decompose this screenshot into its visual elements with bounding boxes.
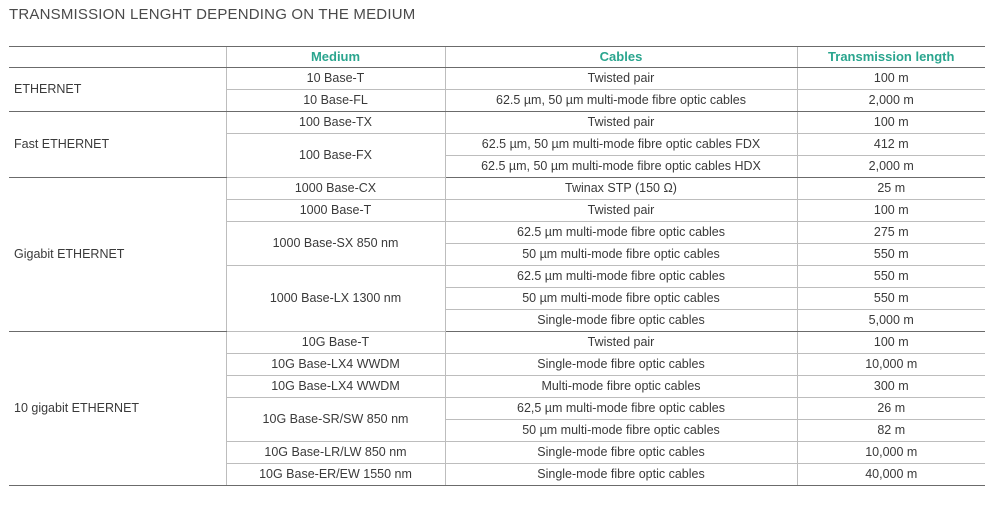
length-cell: 412 m (797, 134, 985, 156)
cable-cell: Twinax STP (150 Ω) (445, 178, 797, 200)
length-cell: 10,000 m (797, 354, 985, 376)
table-body (9, 68, 985, 486)
cable-cell: Twisted pair (445, 200, 797, 222)
transmission-table (9, 46, 985, 486)
cable-cell: Twisted pair (445, 332, 797, 354)
length-cell: 2,000 m (797, 156, 985, 178)
medium-cell: 10G Base-LX4 WWDM (226, 376, 445, 398)
length-cell: 100 m (797, 200, 985, 222)
cable-cell: Single-mode fibre optic cables (445, 442, 797, 464)
cable-cell: 62,5 µm multi-mode fibre optic cables (445, 398, 797, 420)
length-cell: 550 m (797, 288, 985, 310)
cables-header: Cables (445, 47, 797, 68)
cable-cell: 50 µm multi-mode fibre optic cables (445, 244, 797, 266)
cable-cell: Single-mode fibre optic cables (445, 310, 797, 332)
group-header (9, 47, 226, 68)
cable-cell: 62.5 µm multi-mode fibre optic cables (445, 222, 797, 244)
table-row (9, 332, 985, 354)
medium-cell: 100 Base-FX (226, 134, 445, 178)
length-cell: 275 m (797, 222, 985, 244)
length-cell: 100 m (797, 112, 985, 134)
cable-cell: 62.5 µm, 50 µm multi-mode fibre optic cables FDX (445, 134, 797, 156)
medium-cell: 10 Base-T (226, 68, 445, 90)
length-cell: 26 m (797, 398, 985, 420)
table-row (9, 178, 985, 200)
medium-cell: 10G Base-SR/SW 850 nm (226, 398, 445, 442)
cable-cell: 50 µm multi-mode fibre optic cables (445, 288, 797, 310)
medium-cell: 10G Base-T (226, 332, 445, 354)
length-cell: 2,000 m (797, 90, 985, 112)
group-name-cell: 10 gigabit ETHERNET (9, 332, 226, 486)
cable-cell: 62.5 µm, 50 µm multi-mode fibre optic cables HDX (445, 156, 797, 178)
medium-cell: 1000 Base-SX 850 nm (226, 222, 445, 266)
cable-cell: Twisted pair (445, 112, 797, 134)
length-cell: 10,000 m (797, 442, 985, 464)
medium-cell: 10G Base-ER/EW 1550 nm (226, 464, 445, 486)
length-header: Transmission length (797, 47, 985, 68)
medium-header: Medium (226, 47, 445, 68)
header-row (9, 47, 985, 68)
length-cell: 550 m (797, 244, 985, 266)
table-row (9, 68, 985, 90)
medium-cell: 10G Base-LX4 WWDM (226, 354, 445, 376)
length-cell: 300 m (797, 376, 985, 398)
medium-cell: 1000 Base-LX 1300 nm (226, 266, 445, 332)
medium-cell: 1000 Base-CX (226, 178, 445, 200)
transmission-table-container (9, 46, 985, 486)
medium-cell: 10 Base-FL (226, 90, 445, 112)
cable-cell: 62.5 µm, 50 µm multi-mode fibre optic cables (445, 90, 797, 112)
cable-cell: 50 µm multi-mode fibre optic cables (445, 420, 797, 442)
table-row (9, 112, 985, 134)
cable-cell: Single-mode fibre optic cables (445, 464, 797, 486)
length-cell: 5,000 m (797, 310, 985, 332)
cable-cell: Multi-mode fibre optic cables (445, 376, 797, 398)
medium-cell: 10G Base-LR/LW 850 nm (226, 442, 445, 464)
cable-cell: Single-mode fibre optic cables (445, 354, 797, 376)
length-cell: 100 m (797, 68, 985, 90)
medium-cell: 1000 Base-T (226, 200, 445, 222)
length-cell: 82 m (797, 420, 985, 442)
length-cell: 550 m (797, 266, 985, 288)
group-name-cell: ETHERNET (9, 68, 226, 112)
length-cell: 25 m (797, 178, 985, 200)
length-cell: 40,000 m (797, 464, 985, 486)
group-name-cell: Fast ETHERNET (9, 112, 226, 178)
group-name-cell: Gigabit ETHERNET (9, 178, 226, 332)
page-title: TRANSMISSION LENGHT DEPENDING ON THE MEDIUM (9, 6, 416, 23)
length-cell: 100 m (797, 332, 985, 354)
cable-cell: 62.5 µm multi-mode fibre optic cables (445, 266, 797, 288)
medium-cell: 100 Base-TX (226, 112, 445, 134)
cable-cell: Twisted pair (445, 68, 797, 90)
